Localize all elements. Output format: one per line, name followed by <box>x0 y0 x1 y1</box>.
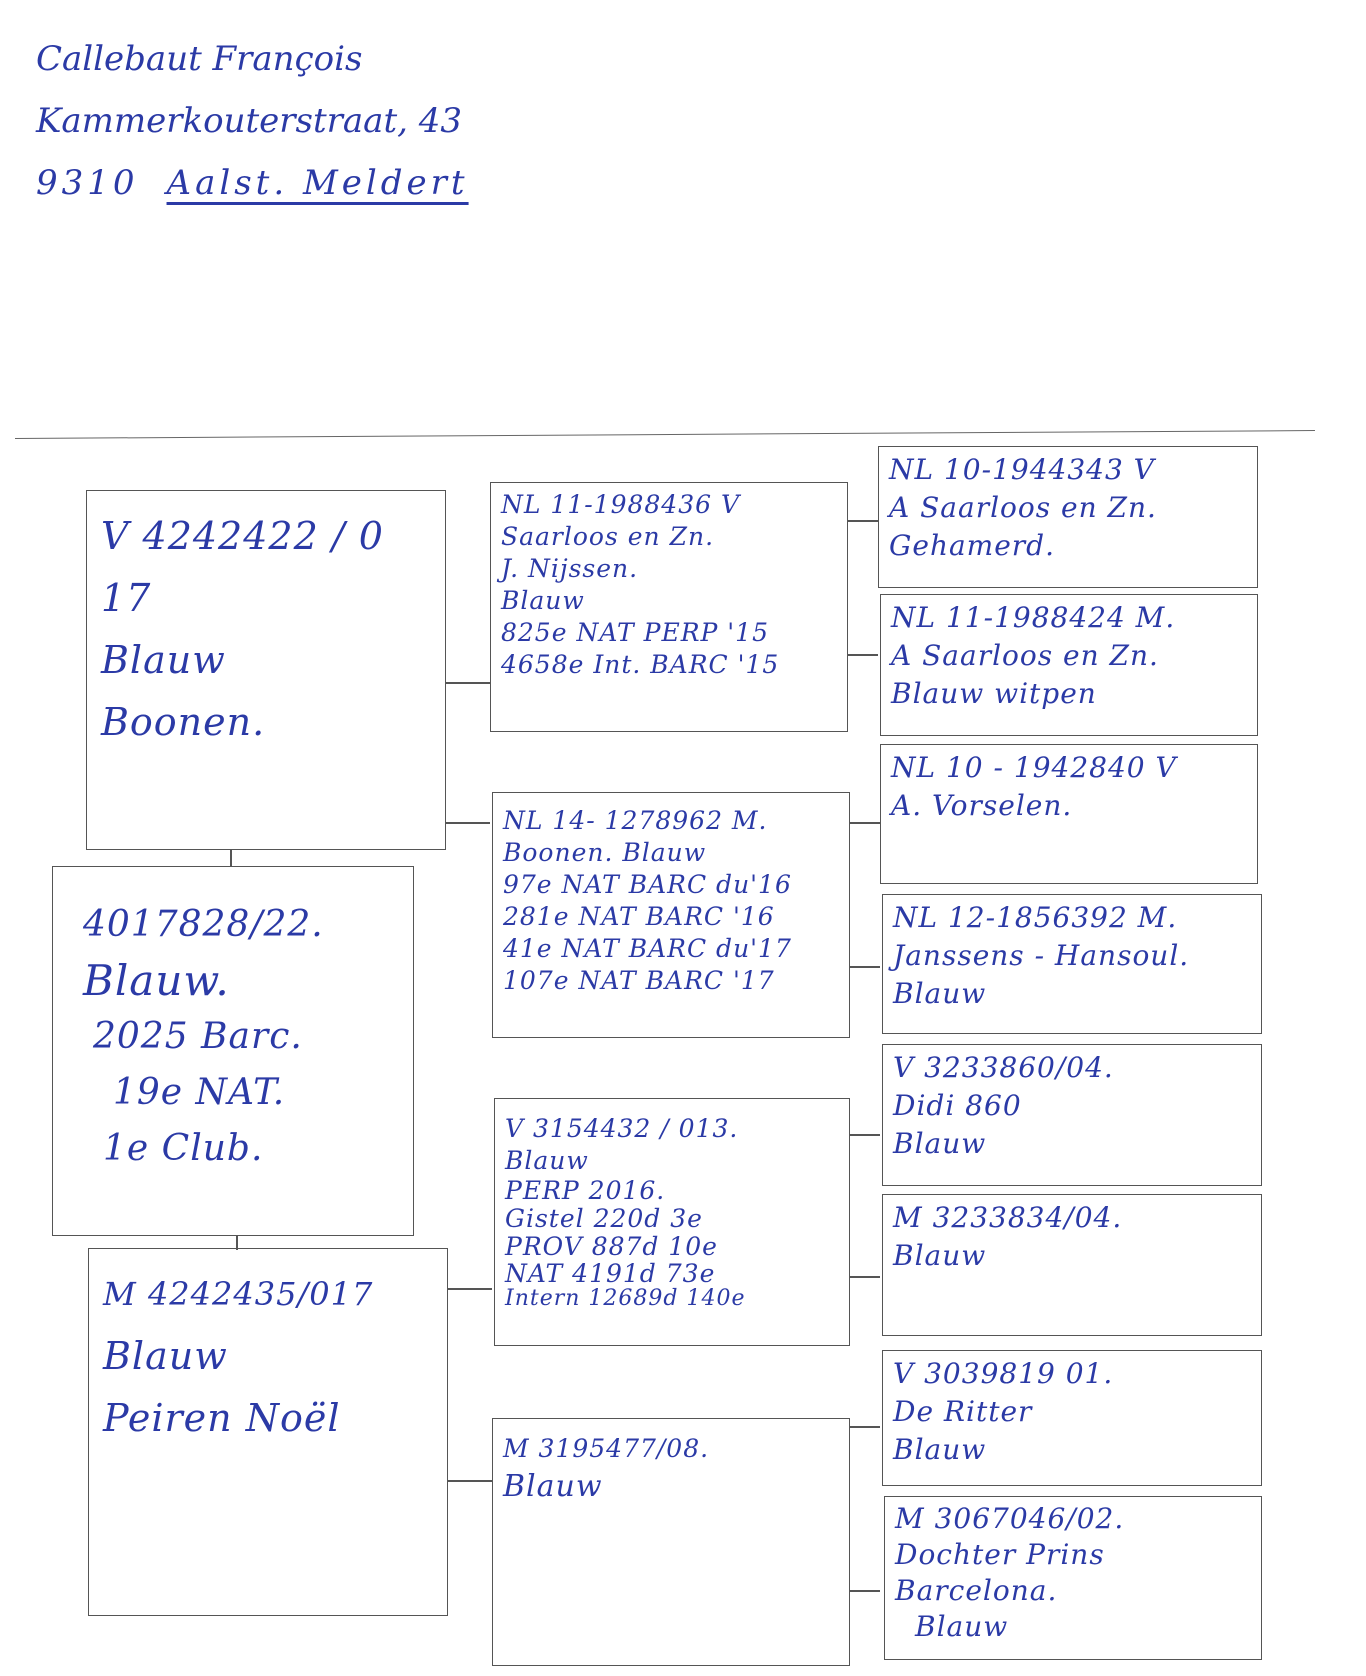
ancestor-box <box>882 1350 1262 1486</box>
subject-origin: Boonen. <box>101 700 266 744</box>
ancestor-line3: Gehamerd. <box>889 529 1055 562</box>
sire-breeder2: J. Nijssen. <box>501 554 639 583</box>
ancestor-ring: M 3067046/02. <box>895 1502 1125 1535</box>
connector <box>446 682 490 684</box>
dam-sire-box <box>494 1098 850 1346</box>
ancestor-line2: Dochter Prins <box>895 1538 1105 1571</box>
owner-postcode: 9310 <box>36 163 139 203</box>
dam-line-ring: M 4242435/017 <box>103 1275 374 1313</box>
connector <box>850 1590 880 1592</box>
ancestor-ring: NL 10 - 1942840 V <box>891 751 1177 784</box>
sire-dam-line1: Boonen. Blauw <box>503 838 707 867</box>
ancestor-line2: De Ritter <box>893 1395 1033 1428</box>
connector <box>850 822 880 824</box>
ancestor-line2: A. Vorselen. <box>891 789 1073 822</box>
ancestor-line2: A Saarloos en Zn. <box>891 639 1159 672</box>
dam-sire-ring: V 3154432 / 013. <box>505 1114 739 1143</box>
dam-dam-color: Blauw <box>503 1469 603 1504</box>
dam-line-box <box>88 1248 448 1616</box>
dam-self-color: Blauw. <box>83 956 230 1005</box>
ancestor-line3: Blauw <box>893 1127 987 1160</box>
dam-dam-ring: M 3195477/08. <box>503 1434 710 1463</box>
ancestor-line4: Blauw <box>915 1610 1009 1643</box>
dam-self-ring: 4017828/22. <box>83 904 324 945</box>
sire-dam-box <box>492 792 850 1038</box>
ancestor-ring: V 3233860/04. <box>893 1051 1114 1084</box>
dam-self-result2: 19e NAT. <box>113 1072 286 1113</box>
owner-name: Callebaut François <box>36 39 363 79</box>
sire-dam-ring: NL 14- 1278962 M. <box>503 806 768 835</box>
dam-line-color: Blauw <box>103 1334 228 1378</box>
ancestor-box <box>882 1044 1262 1186</box>
dam-line-origin: Peiren Noël <box>103 1396 341 1440</box>
ancestor-line2: Didi 860 <box>893 1089 1022 1122</box>
ancestor-line3: Barcelona. <box>895 1574 1058 1607</box>
ancestor-line2: Blauw <box>893 1239 987 1272</box>
dam-self-box <box>52 866 414 1236</box>
sire-breeder1: Saarloos en Zn. <box>501 522 715 551</box>
owner-street: Kammerkouterstraat, 43 <box>36 101 462 141</box>
connector <box>448 1480 492 1482</box>
dam-sire-result4: NAT 4191d 73e <box>505 1259 716 1288</box>
connector <box>448 1288 492 1290</box>
ancestor-ring: V 3039819 01. <box>893 1357 1114 1390</box>
connector <box>850 1276 880 1278</box>
owner-city: Aalst. Meldert <box>166 163 469 203</box>
subject-ring: V 4242422 / 0 17 <box>101 514 384 620</box>
ancestor-ring: NL 12-1856392 M. <box>893 901 1178 934</box>
sire-ring: NL 11-1988436 V <box>501 490 741 519</box>
sire-color: Blauw <box>501 586 585 615</box>
connector <box>446 822 490 824</box>
connector <box>848 520 878 522</box>
owner-city-line <box>36 152 469 214</box>
ancestor-line3: Blauw <box>893 1433 987 1466</box>
separator-line <box>15 430 1315 439</box>
ancestor-ring: NL 11-1988424 M. <box>891 601 1176 634</box>
dam-dam-box <box>492 1418 850 1666</box>
sire-result2: 4658e Int. BARC '15 <box>501 650 780 679</box>
sire-dam-result2: 281e NAT BARC '16 <box>503 902 775 931</box>
sire-box <box>490 482 848 732</box>
sire-dam-result4: 107e NAT BARC '17 <box>503 966 775 995</box>
ancestor-box <box>884 1496 1262 1660</box>
ancestor-line2: Janssens - Hansoul. <box>893 939 1190 972</box>
dam-sire-result3: PROV 887d 10e <box>505 1232 718 1261</box>
sire-result1: 825e NAT PERP '15 <box>501 618 769 647</box>
ancestor-box <box>882 1194 1262 1336</box>
ancestor-line3: Blauw <box>893 977 987 1010</box>
connector <box>848 654 878 656</box>
ancestor-ring: NL 10-1944343 V <box>889 453 1155 486</box>
ancestor-box <box>880 744 1258 884</box>
subject-box <box>86 490 446 850</box>
subject-color: Blauw <box>101 638 226 682</box>
connector <box>230 850 232 866</box>
ancestor-line3: Blauw witpen <box>891 677 1097 710</box>
dam-sire-result5: Intern 12689d 140e <box>505 1286 746 1311</box>
ancestor-ring: M 3233834/04. <box>893 1201 1123 1234</box>
connector <box>850 966 880 968</box>
dam-sire-result2: Gistel 220d 3e <box>505 1204 703 1233</box>
dam-sire-color: Blauw <box>505 1146 589 1175</box>
dam-self-result3: 1e Club. <box>103 1128 264 1169</box>
dam-sire-result1: PERP 2016. <box>505 1176 666 1205</box>
connector <box>850 1426 880 1428</box>
ancestor-line2: A Saarloos en Zn. <box>889 491 1157 524</box>
sire-dam-result3: 41e NAT BARC du'17 <box>503 934 792 963</box>
ancestor-box <box>878 446 1258 588</box>
sire-dam-result1: 97e NAT BARC du'16 <box>503 870 792 899</box>
connector <box>850 1134 880 1136</box>
dam-self-result1: 2025 Barc. <box>93 1016 303 1057</box>
ancestor-box <box>882 894 1262 1034</box>
owner-address <box>36 28 469 214</box>
ancestor-box <box>880 594 1258 736</box>
